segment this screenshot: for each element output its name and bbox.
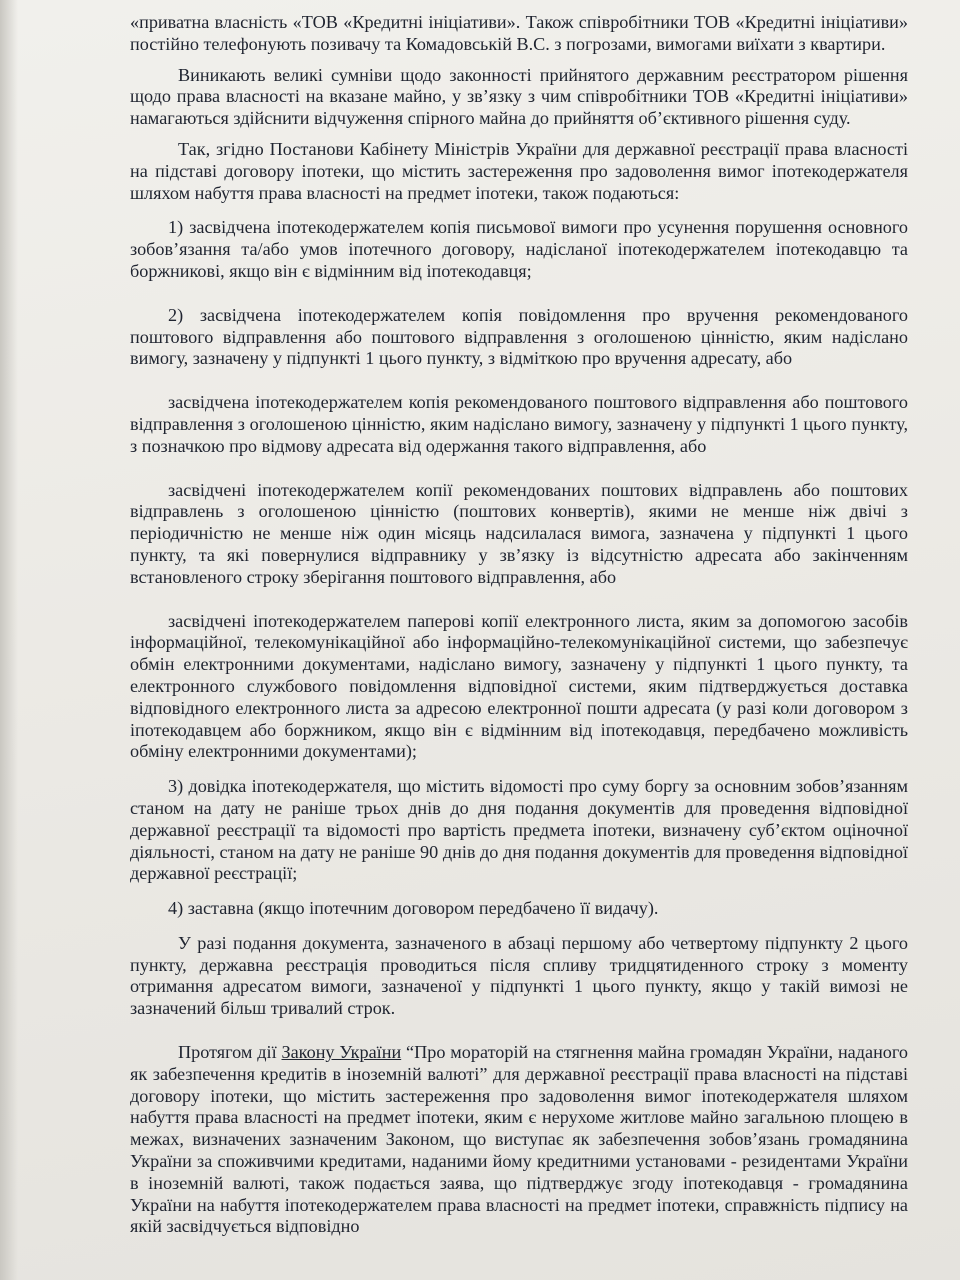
paragraph-moratorium [130, 1042, 908, 1238]
paragraph-intro: «приватна власність «ТОВ «Кредитні ініціативи». Також співробітники ТОВ «Кредитні ініціативи» постійно телефонують позивачу та Комадовській В.С. з погрозами, вимогами виїхати з квартири. [130, 12, 908, 54]
paragraph-thirty-days: У разі подання документа, зазначеного в абзаці першому або четвертому підпункту 2 цього пункту, державна реєстрація проводиться після спливу тридцятиденного строку з моменту отримання адресатом вимоги, зазначеної у підпункті 1 цього пункту, якщо у такій вимозі не зазначений більш тривалий строк. [130, 932, 908, 1019]
list-item-2-alt-refusal: засвідчена іпотекодержателем копія рекомендованого поштового відправлення або поштового відправлення з оголошеною цінністю, яким надіслано вимогу, зазначену у підпункті 1 цього пункту, з позначкою про відмову адресата від одержання такого відправлення, або [130, 392, 908, 456]
list-item-2: 2) засвідчена іпотекодержателем копія повідомлення про вручення рекомендованого поштового відправлення або поштового відправлення з оголошеною цінністю, яким надіслано вимогу, зазначену у підпункті 1 цього пункту, з відміткою про вручення адресату, або [130, 304, 908, 369]
law-reference-link[interactable]: Закону України [281, 1042, 402, 1063]
list-item-2-alt-email: засвідчені іпотекодержателем паперові копії електронного листа, яким за допомогою засобів інформаційної, телекомунікаційної або інформаційно-телекомунікаційної системи, що забезпечує обмін електронними документами, надіслано вимогу, зазначену у підпункті 1 цього пункту, та електронного службового повідомлення відповідної системи, яким підтверджується доставка відповідного електронного листа за адресою електронної пошти адресата (у разі коли договором з іпотекодавцем або боржником, якщо він є відмінним від іпотекодавця, передбачено можливість обміну електронними документами); [130, 610, 908, 762]
paragraph-cabinet-resolution: Так, згідно Постанови Кабінету Міністрів України для державної реєстрації права власності на підставі договору іпотеки, що містить застереження про задоволення вимог іпотекодержателя шляхом набуття права власності на предмет іпотеки, також подаються: [130, 138, 908, 203]
moratorium-prefix: Протягом дії [178, 1042, 282, 1063]
paragraph-doubts: Виникають великі сумніви щодо законності прийнятого державним реєстратором рішення щодо права власності на вказане майно, у зв’язку з чим співробітники ТОВ «Кредитні ініціативи» намагаються здійснити відчуження спірного майна до прийняття об’єктивного рішення суду. [130, 64, 908, 129]
list-item-2-alt-returned: засвідчені іпотекодержателем копії рекомендованих поштових відправлень або поштових відправлень з оголошеною цінністю (поштових конвертів), якими не менше ніж двічі з періодичністю не менше ніж один місяць надсилалася вимога, зазначена у підпункті 1 цього пункту, та які повернулися відправнику у зв’язку із відсутністю адресата або закінченням встановленого строку зберігання поштового відправлення, або [130, 479, 908, 587]
list-item-1: 1) засвідчена іпотекодержателем копія письмової вимоги про усунення порушення основного зобов’язання та/або умов іпотечного договору, надісланої іпотекодержателем іпотекодавцю та боржникові, якщо він є відмінним від іпотекодавця; [130, 217, 908, 281]
moratorium-text: “Про мораторій на стягнення майна громадян України, наданого як забезпечення кредитів в іноземній валюті” для державної реєстрації права власності на підставі договору іпотеки, що містить застереження про задоволення вимог іпотекодержателя шляхом набуття права власності на предмет іпотеки, яким є нерухоме житлове майно загальною площею в межах, визначених зазначеним Законом, що виступає як забезпечення зобов’язань громадянина України за споживчими кредитами, наданими йому кредитними установами - резидентами України в іноземній валюті, також подається заява, що підтверджує згоду іпотекодавця - громадянина України на набуття іпотекодержателем права власності на предмет іпотеки, справжність підпису на якій засвідчується відповідно [130, 1042, 908, 1237]
list-item-3: 3) довідка іпотекодержателя, що містить відомості про суму боргу за основним зобов’язанням станом на дату не раніше трьох днів до дня подання документів для проведення відповідної державної реєстрації та відомості про вартість предмета іпотеки, визначену суб’єктом оціночної діяльності, станом на дату не раніше 90 днів до дня подання документів для проведення відповідної державної реєстрації; [130, 776, 908, 884]
list-item-4: 4) заставна (якщо іпотечним договором передбачено її видачу). [168, 898, 659, 919]
